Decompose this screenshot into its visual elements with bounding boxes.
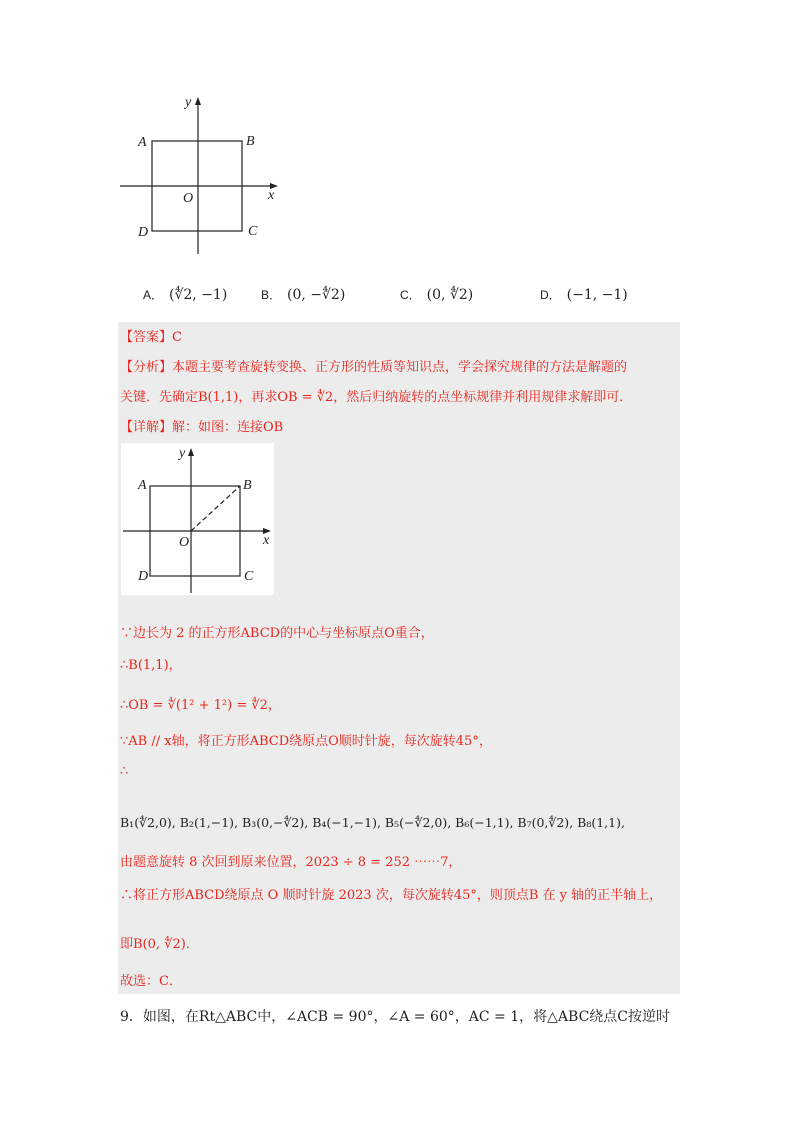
solution-line-6: 由题意旋转 8 次回到原来位置，2023 ÷ 8 = 252 ⋯⋯7， [120,855,462,870]
option-d[interactable]: D． (−1, −1) [540,287,628,303]
axis-x-label: x [268,188,275,203]
option-b[interactable]: B． (0, −∜2) [261,287,346,303]
axis-y-label: y [185,95,192,110]
square-figure-1 [118,88,288,258]
vertex-c-label: C [248,224,258,239]
vertex-d-label-2: D [138,569,149,584]
square-figure-2 [121,443,274,595]
coordinate-sequence: B₁(∜2,0), B₂(1,−1), B₃(0,−∜2), B₄(−1,−1), B₅(−∜2,0), B₆(−1,1), B₇(0,∜2), B₈(1,1), [120,815,625,830]
answer-line: 【答案】C [120,330,182,345]
solution-line-3: ∴OB = ∜(1² + 1²) = ∜2， [120,698,281,713]
solution-line-8: 即B(0, ∜2)． [120,937,199,952]
analysis-line-2: 关键．先确定B(1,1)，再求OB = ∜2，然后归纳旋转的点坐标规律并利用规律求解即可． [120,390,633,405]
vertex-c-label-2: C [244,569,254,584]
origin-label-2: O [179,535,190,550]
vertex-a-label-2: A [138,478,147,493]
solution-line-7: ∴将正方形ABCD绕原点 O 顺时针旋 2023 次，每次旋转45°，则顶点B 在 y 轴的正半轴上， [120,888,663,903]
solution-line-2: ∴B(1,1)， [120,658,182,673]
origin-label: O [183,191,194,206]
vertex-d-label: D [138,225,149,240]
vertex-b-label-2: B [243,478,252,493]
vertex-a-label: A [138,135,147,150]
solution-line-5: ∴ [120,764,129,779]
question-9-text: 9．如图，在Rt△ABC中，∠ACB = 90°，∠A = 60°，AC = 1，将△ABC绕点C按逆时 [120,1009,670,1025]
axis-x-label-2: x [263,533,270,548]
option-a[interactable]: A． (∜2, −1) [143,287,228,303]
segment-ob [191,486,240,531]
conclusion-line: 故选：C． [120,974,182,989]
solution-line-4: ∵AB // x轴，将正方形ABCD绕原点O顺时针旋，每次旋转45°， [120,734,492,749]
axis-y-label-2: y [179,446,186,461]
vertex-b-label: B [246,134,255,149]
option-c[interactable]: C． (0, ∜2) [400,287,474,303]
detail-heading: 【详解】解：如图：连接OB [120,420,284,435]
solution-line-1: ∵边长为 2 的正方形ABCD的中心与坐标原点O重合， [120,626,434,641]
analysis-line-1: 【分析】本题主要考查旋转变换、正方形的性质等知识点，学会探究规律的方法是解题的 [120,360,628,375]
